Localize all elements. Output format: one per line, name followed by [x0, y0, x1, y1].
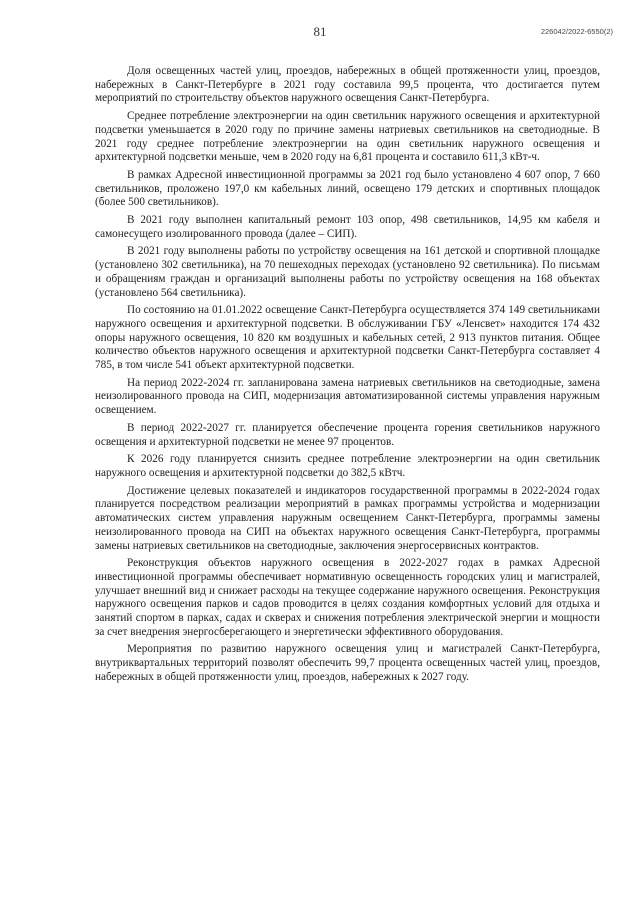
paragraph-plan-2022-2027: В период 2022-2027 гг. планируется обеспечение процента горения светильников наружного освещения и архитектурной подсветки не менее 97 процентов.: [95, 421, 600, 448]
paragraph-capital-repair: В 2021 году выполнен капитальный ремонт 103 опор, 498 светильников, 14,95 км кабеля и самонесущего изолированного провода (далее – СИП).: [95, 214, 600, 240]
paragraph-plan-2022-2024: На период 2022-2024 гг. запланирована замена натриевых светильников на светодиодные, замена неизолированного провода на СИП, модернизация автоматизированной системы управления наружным освещением.: [95, 376, 600, 417]
paragraph-measures-2027: Мероприятия по развитию наружного освещения улиц и магистралей Санкт-Петербурга, внутриквартальных территорий позволят обеспечить 99,7 процента освещенных частей улиц, проездов, набережных в общей протяженности улиц, проездов, набережных к 2027 году.: [95, 643, 600, 683]
paragraph-status-2022: По состоянию на 01.01.2022 освещение Санкт-Петербурга осуществляется 374 149 светильниками наружного освещения и архитектурной подсветки. В обслуживании ГБУ «Ленсвет» находится 174 432 опоры наружного освещения, 10 820 км воздушных и кабельных сетей, 2 913 пунктов питания. Общее количество объектов наружного освещения и архитектурной подсветки Санкт-Петербурга составляет 4 785, в том числе 541 объект архитектурной подсветки.: [95, 304, 600, 372]
document-body: [95, 65, 600, 689]
paragraph-lighting-share-2021: Доля освещенных частей улиц, проездов, набережных в общей протяженности улиц, проездов, набережных в Санкт-Петербурге в 2021 году составила 99,5 процента, что достигается путем мероприятий по строительству объектов наружного освещения Санкт-Петербурга.: [95, 65, 600, 105]
page-number: 81: [313, 24, 327, 39]
paragraph-reconstruction: Реконструкция объектов наружного освещения в 2022-2027 годах в рамках Адресной инвестиционной программы обеспечивает нормативную освещенность городских улиц и магистралей, улучшает внешний вид и снижает расходы на текущее содержание наружного освещения. Реконструкция наружного освещения парков и садов проводится в целях создания комфортных условий для отдыха и занятий спортом в парках, садах и скверах и снижения потребления электрической энергии и мощности за счет внедрения энергосберегающего и энергетически эффективного оборудования.: [95, 557, 600, 638]
paragraph-target-2026: К 2026 году планируется снизить среднее потребление электроэнергии на один светильник наружного освещения и архитектурной подсветки до 382,5 кВтч.: [95, 453, 600, 479]
paragraph-targets-achievement: Достижение целевых показателей и индикаторов государственной программы в 2022-2024 годах планируется посредством реализации мероприятий в рамках программы устройства и модернизации автоматических систем управления наружным освещением Санкт-Петербурга, программы замены неизолированного провода на СИП на объектах наружного освещения Санкт-Петербурга, программы замены натриевых светильников на светодиодные, заключения энергосервисных контрактов.: [95, 484, 600, 552]
paragraph-investment-program: В рамках Адресной инвестиционной программы за 2021 год было установлено 4 607 опор, 7 660 светильников, проложено 197,0 км кабельных линий, освещено 179 детских и спортивных площадок (более 500 светильников).: [95, 168, 600, 209]
document-code: 226042/2022-6550(2): [540, 27, 613, 36]
paragraph-energy-consumption: Среднее потребление электроэнергии на один светильник наружного освещения и архитектурной подсветки уменьшается в 2020 году по причине замены натриевых светильников на светодиодные. В 2021 году среднее потребление электроэнергии на один светильник наружного освещения и архитектурной подсветки меньше, чем в 2020 году на 6,81 процента и составило 611,3 кВт-ч.: [95, 110, 600, 164]
paragraph-playgrounds-crossings: В 2021 году выполнены работы по устройству освещения на 161 детской и спортивной площадке (установлено 302 светильника), на 70 пешеходных переходах (установлено 92 светильника). По письмам и обращениям граждан и организаций выполнены работы по устройству освещения на 168 объектах (установлено 564 светильника).: [95, 245, 600, 299]
